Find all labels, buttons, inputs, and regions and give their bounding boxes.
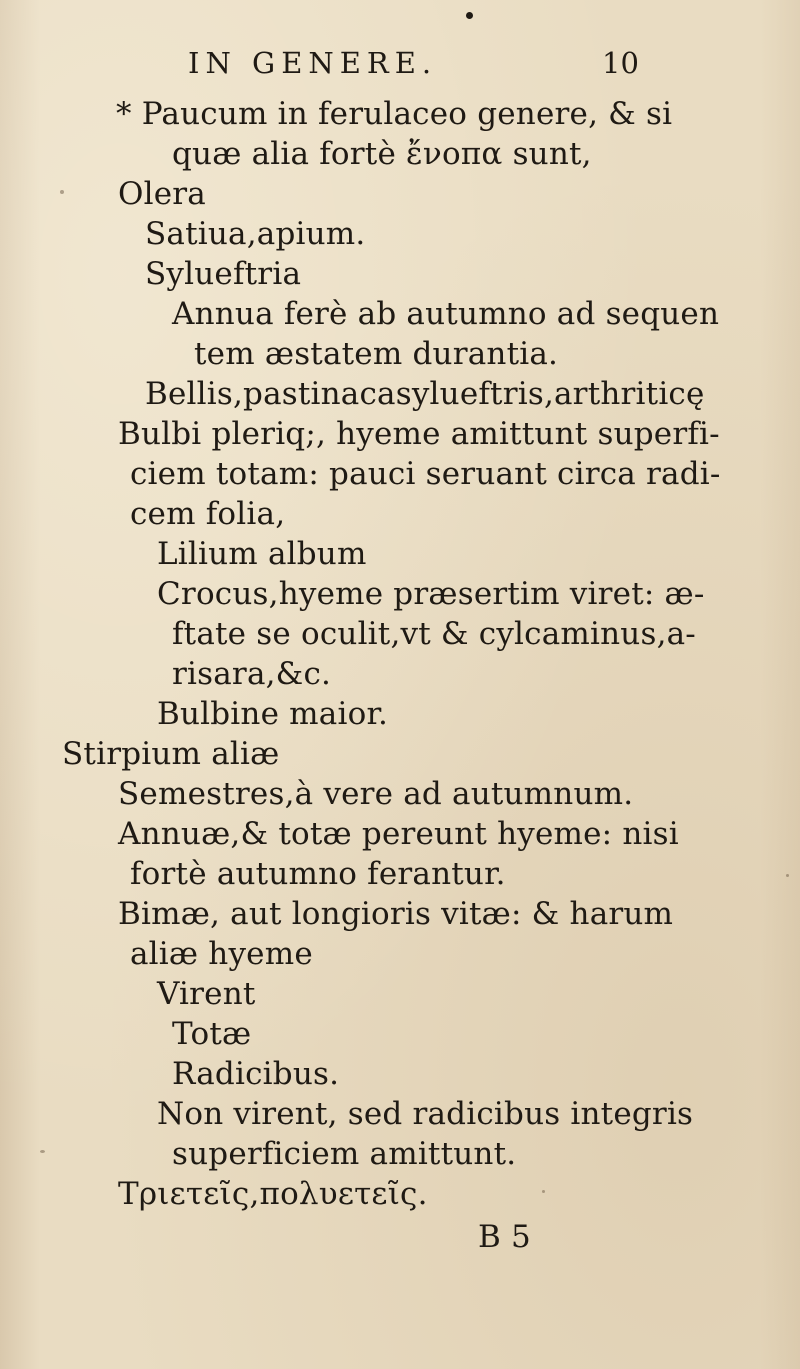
text-line: Semestres,à vere ad autumnum. (118, 776, 634, 812)
text-line: tem æstatem durantia. (194, 336, 559, 372)
text-line: Olera (118, 176, 206, 212)
paper-speck (542, 1190, 545, 1193)
text-line: ftate se oculit,vt & cylcaminus,a- (172, 616, 696, 652)
text-line: Annua ferè ab autumno ad sequen (172, 296, 720, 332)
page-number: 10 (602, 46, 639, 80)
text-line: Sylueftria (145, 256, 302, 292)
text-line: * Paucum in ferulaceo genere, & si (116, 96, 673, 132)
text-line: Satiua,apium. (145, 216, 366, 252)
text-line: fortè autumno ferantur. (130, 856, 506, 892)
text-line: Annuæ,& totæ pereunt hyeme: nisi (118, 816, 679, 852)
text-line: Totæ (172, 1016, 252, 1052)
ink-dot (466, 12, 473, 19)
signature-mark: B 5 (478, 1219, 531, 1255)
text-line: risara,&c. (172, 656, 332, 692)
text-line: Crocus,hyeme præsertim viret: æ- (157, 576, 705, 612)
text-line: cem folia, (130, 496, 286, 532)
text-line: Bulbine maior. (157, 696, 389, 732)
text-line: Bimæ, aut longioris vitæ: & harum (118, 896, 674, 932)
text-line: Radicibus. (172, 1056, 340, 1092)
text-line: Lilium album (157, 536, 367, 572)
text-line: Virent (157, 976, 256, 1012)
text-line: Non virent, sed radicibus integris (157, 1096, 694, 1132)
text-line: superficiem amittunt. (172, 1136, 517, 1172)
text-line: Τριετεῖς,πολυετεῖς. (118, 1176, 428, 1212)
text-line: Bulbi pleriq;, hyeme amittunt superfi- (118, 416, 720, 452)
text-line: ciem totam: pauci seruant circa radi- (130, 456, 721, 492)
running-title: IN GENERE. (188, 46, 438, 80)
text-line: Stirpium aliæ (62, 736, 280, 772)
paper-speck (786, 874, 789, 877)
text-line: quæ alia fortè ἔνοπα sunt, (172, 136, 592, 172)
text-line: aliæ hyeme (130, 936, 313, 972)
paper-speck (40, 1150, 45, 1153)
paper-speck (60, 190, 64, 194)
text-line: Bellis,pastinacasylueftris,arthriticę (145, 376, 705, 412)
